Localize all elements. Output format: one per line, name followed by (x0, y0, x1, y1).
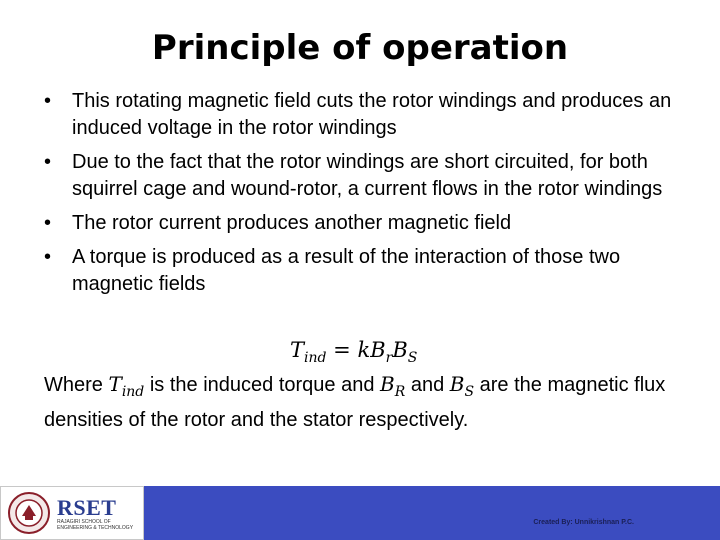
torque-equation (290, 336, 417, 372)
eq-constant: k (357, 338, 371, 362)
where-paragraph (44, 370, 684, 434)
eq-rotor-subscript: r (385, 350, 393, 367)
where-torque-subscript: ind (121, 384, 145, 400)
where-word: Where (44, 374, 103, 396)
where-bs-subscript: S (464, 384, 475, 400)
eq-torque-symbol: T (290, 338, 305, 362)
bullet-dot: • (44, 151, 52, 173)
where-br-subscript: R (394, 384, 406, 400)
bullet-item (44, 244, 684, 298)
where-br-symbol: B (380, 372, 395, 396)
bullet-item (44, 210, 684, 237)
author-credit: Created By: Unnikrishnan P.C. (533, 519, 634, 526)
where-text-1: is the induced torque and (149, 374, 375, 396)
where-bs-symbol: B (449, 372, 465, 396)
institution-logo (0, 486, 144, 540)
where-and: and (410, 374, 445, 396)
eq-rotor-flux: B (370, 338, 386, 362)
footer-bar (0, 486, 720, 540)
bullet-dot: • (44, 246, 52, 268)
bullet-text: A torque is produced as a result of the interaction of those two magnetic fields (72, 246, 621, 295)
logo-tagline: RAJAGIRI SCHOOL OF ENGINEERING & TECHNOLOGY (57, 519, 134, 531)
eq-torque-subscript: ind (304, 350, 327, 367)
bullet-list (44, 88, 684, 305)
bullet-text: This rotating magnetic field cuts the rotor windings and produces an induced voltage in the rotor windings (72, 90, 672, 139)
bullet-dot: • (44, 212, 52, 234)
where-text-2: are the magnetic flux densities of the rotor and the stator respectively. (44, 374, 666, 431)
eq-stator-subscript: S (407, 350, 418, 367)
eq-stator-flux: B (392, 338, 408, 362)
where-torque-symbol: T (108, 372, 122, 396)
bullet-dot: • (44, 90, 52, 112)
bullet-text: The rotor current produces another magnetic field (72, 212, 512, 234)
bullet-item (44, 149, 684, 203)
slide-title: Principle of operation (151, 28, 569, 68)
bullet-item (44, 88, 684, 142)
logo-wordmark: RSET (57, 495, 117, 520)
eq-equals: = (333, 338, 351, 362)
seal-icon (7, 491, 51, 535)
bullet-text: Due to the fact that the rotor windings are short circuited, for both squirrel cage and wound-rotor, a current flows in the rotor windings (72, 151, 663, 200)
